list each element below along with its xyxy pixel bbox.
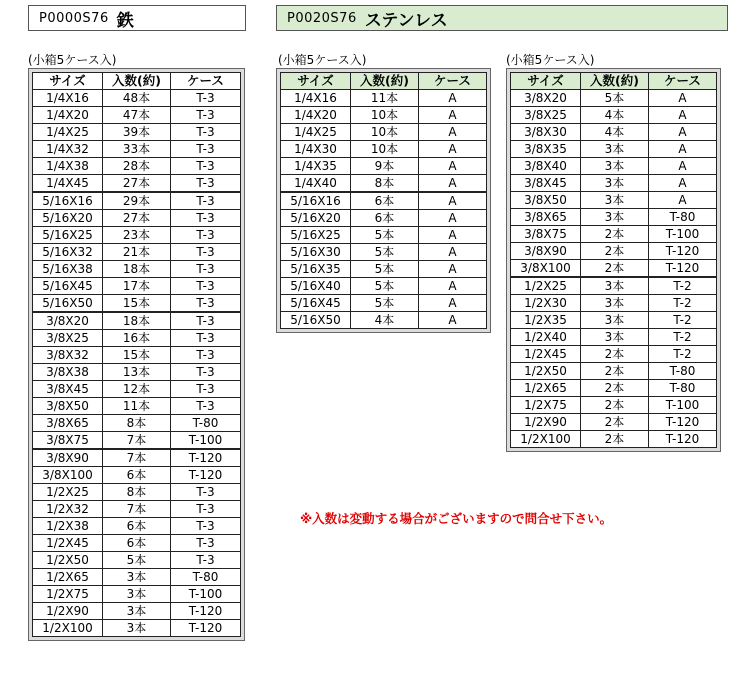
col-header-size: サイズ [511, 73, 581, 90]
table-row [33, 158, 241, 175]
stainless-size-table-1 [280, 72, 487, 329]
size-cell: 3/8X50 [511, 192, 581, 209]
size-cell: 1/2X100 [511, 431, 581, 448]
size-cell: 5/16X45 [281, 295, 351, 312]
case-cell: T-3 [171, 244, 241, 261]
quantity-cell: 4本 [581, 107, 649, 124]
case-cell: A [419, 295, 487, 312]
col-header-case: ケース [171, 73, 241, 90]
table-row [33, 432, 241, 450]
quantity-cell: 27本 [103, 210, 171, 227]
stainless-material-label: ステンレス [364, 10, 448, 31]
quantity-cell: 5本 [351, 227, 419, 244]
table-row [33, 364, 241, 381]
case-cell: A [419, 210, 487, 227]
quantity-cell: 3本 [103, 603, 171, 620]
stainless-table2-body [511, 90, 717, 448]
stainless-product-code: P0020S76 [287, 10, 357, 26]
quantity-cell: 5本 [351, 244, 419, 261]
quantity-cell: 11本 [351, 90, 419, 107]
size-cell: 1/2X35 [511, 312, 581, 329]
case-cell: T-3 [171, 227, 241, 244]
case-cell: T-80 [649, 209, 717, 226]
case-cell: T-2 [649, 346, 717, 363]
table-row [33, 278, 241, 295]
table-row [33, 210, 241, 227]
size-cell: 1/2X40 [511, 329, 581, 346]
table-row [511, 329, 717, 346]
size-cell: 3/8X20 [33, 312, 103, 330]
case-cell: A [419, 192, 487, 210]
quantity-cell: 2本 [581, 414, 649, 431]
table-row [33, 261, 241, 278]
size-cell: 1/2X45 [33, 535, 103, 552]
case-cell: T-100 [171, 432, 241, 450]
quantity-cell: 13本 [103, 364, 171, 381]
case-cell: A [419, 261, 487, 278]
size-cell: 5/16X38 [33, 261, 103, 278]
size-cell: 5/16X20 [33, 210, 103, 227]
table-row [511, 260, 717, 278]
case-cell: T-3 [171, 107, 241, 124]
table-row [281, 210, 487, 227]
case-cell: T-3 [171, 141, 241, 158]
table-row [33, 603, 241, 620]
case-cell: A [419, 141, 487, 158]
size-cell: 5/16X50 [33, 295, 103, 313]
table-row [281, 227, 487, 244]
table-row [33, 90, 241, 107]
col-header-quantity: 入数(約) [581, 73, 649, 90]
case-cell: T-2 [649, 295, 717, 312]
table-row [511, 90, 717, 107]
quantity-cell: 5本 [103, 552, 171, 569]
size-cell: 1/2X65 [33, 569, 103, 586]
table-row [281, 175, 487, 193]
case-cell: T-3 [171, 381, 241, 398]
table-row [33, 586, 241, 603]
case-cell: A [649, 90, 717, 107]
size-cell: 1/2X50 [33, 552, 103, 569]
case-cell: A [419, 227, 487, 244]
table-row [281, 141, 487, 158]
table-row [281, 158, 487, 175]
size-cell: 1/2X25 [511, 277, 581, 295]
quantity-cell: 15本 [103, 347, 171, 364]
size-cell: 1/4X25 [33, 124, 103, 141]
col-header-quantity: 入数(約) [103, 73, 171, 90]
case-cell: A [649, 107, 717, 124]
table-row [511, 295, 717, 312]
size-cell: 1/4X25 [281, 124, 351, 141]
size-cell: 5/16X20 [281, 210, 351, 227]
table-row [33, 141, 241, 158]
table-row [511, 312, 717, 329]
table-row [511, 141, 717, 158]
case-cell: A [649, 192, 717, 209]
stainless-table1-body [281, 90, 487, 329]
table-row [33, 192, 241, 210]
case-cell: T-3 [171, 501, 241, 518]
table-row [281, 278, 487, 295]
size-cell: 1/2X32 [33, 501, 103, 518]
quantity-cell: 5本 [351, 295, 419, 312]
col-header-size: サイズ [33, 73, 103, 90]
size-cell: 1/4X16 [281, 90, 351, 107]
size-cell: 3/8X35 [511, 141, 581, 158]
size-cell: 1/2X75 [511, 397, 581, 414]
case-cell: T-80 [171, 569, 241, 586]
case-cell: T-120 [649, 243, 717, 260]
quantity-cell: 2本 [581, 380, 649, 397]
case-cell: T-3 [171, 552, 241, 569]
steel-size-table [32, 72, 241, 637]
col-header-case: ケース [649, 73, 717, 90]
table-row [511, 243, 717, 260]
stainless-table2-frame [506, 68, 721, 452]
size-cell: 3/8X32 [33, 347, 103, 364]
quantity-cell: 17本 [103, 278, 171, 295]
table-row [511, 226, 717, 243]
table-row [33, 552, 241, 569]
steel-table-body [33, 90, 241, 637]
quantity-cell: 28本 [103, 158, 171, 175]
quantity-cell: 3本 [581, 329, 649, 346]
quantity-cell: 29本 [103, 192, 171, 210]
case-cell: T-120 [649, 260, 717, 278]
size-cell: 3/8X65 [33, 415, 103, 432]
size-cell: 1/2X50 [511, 363, 581, 380]
table-row [281, 107, 487, 124]
table-row [281, 312, 487, 329]
case-cell: T-80 [171, 415, 241, 432]
size-cell: 3/8X38 [33, 364, 103, 381]
steel-material-label: 鉄 [116, 10, 134, 31]
quantity-cell: 15本 [103, 295, 171, 313]
quantity-cell: 2本 [581, 363, 649, 380]
case-cell: T-80 [649, 380, 717, 397]
table-row [33, 449, 241, 467]
table-row [33, 535, 241, 552]
case-cell: T-3 [171, 158, 241, 175]
table-row [33, 518, 241, 535]
col-header-size: サイズ [281, 73, 351, 90]
table-row [281, 295, 487, 312]
size-cell: 3/8X30 [511, 124, 581, 141]
size-cell: 1/2X45 [511, 346, 581, 363]
quantity-cell: 6本 [103, 467, 171, 484]
table-row [511, 192, 717, 209]
size-cell: 3/8X45 [511, 175, 581, 192]
size-cell: 1/4X16 [33, 90, 103, 107]
size-cell: 1/4X20 [33, 107, 103, 124]
case-cell: T-3 [171, 347, 241, 364]
size-cell: 5/16X32 [33, 244, 103, 261]
quantity-cell: 21本 [103, 244, 171, 261]
quantity-cell: 47本 [103, 107, 171, 124]
col-header-case: ケース [419, 73, 487, 90]
table-row [511, 277, 717, 295]
quantity-cell: 8本 [103, 484, 171, 501]
table-row [511, 107, 717, 124]
case-cell: A [649, 124, 717, 141]
steel-table-frame [28, 68, 245, 641]
case-cell: T-100 [171, 586, 241, 603]
quantity-cell: 4本 [581, 124, 649, 141]
table-row [281, 90, 487, 107]
size-cell: 5/16X25 [33, 227, 103, 244]
size-cell: 3/8X25 [33, 330, 103, 347]
quantity-cell: 23本 [103, 227, 171, 244]
case-cell: T-3 [171, 398, 241, 415]
case-cell: T-3 [171, 518, 241, 535]
table-row [33, 569, 241, 586]
quantity-cell: 11本 [103, 398, 171, 415]
quantity-cell: 2本 [581, 397, 649, 414]
case-cell: A [649, 175, 717, 192]
size-cell: 3/8X100 [33, 467, 103, 484]
case-cell: A [419, 244, 487, 261]
table-row [33, 415, 241, 432]
case-cell: T-100 [649, 397, 717, 414]
table-row [33, 244, 241, 261]
table-row [511, 124, 717, 141]
stainless-size-table-2 [510, 72, 717, 448]
case-cell: T-3 [171, 364, 241, 381]
table-header-row [281, 73, 487, 90]
quantity-cell: 7本 [103, 449, 171, 467]
size-cell: 3/8X65 [511, 209, 581, 226]
table-row [281, 244, 487, 261]
case-cell: A [419, 158, 487, 175]
case-cell: T-120 [649, 431, 717, 448]
table-row [33, 175, 241, 193]
table-row [33, 467, 241, 484]
quantity-cell: 3本 [581, 158, 649, 175]
quantity-cell: 3本 [581, 312, 649, 329]
table-row [511, 346, 717, 363]
size-cell: 5/16X45 [33, 278, 103, 295]
size-cell: 1/2X65 [511, 380, 581, 397]
quantity-cell: 2本 [581, 260, 649, 278]
quantity-cell: 3本 [581, 175, 649, 192]
case-cell: T-3 [171, 535, 241, 552]
case-cell: A [419, 278, 487, 295]
table-row [33, 312, 241, 330]
size-cell: 1/4X30 [281, 141, 351, 158]
case-cell: T-3 [171, 90, 241, 107]
case-cell: T-3 [171, 124, 241, 141]
case-cell: T-3 [171, 175, 241, 193]
case-cell: A [649, 158, 717, 175]
case-cell: A [419, 107, 487, 124]
case-cell: T-3 [171, 330, 241, 347]
table-row [33, 227, 241, 244]
size-cell: 1/4X40 [281, 175, 351, 193]
size-cell: 3/8X75 [511, 226, 581, 243]
table-row [33, 381, 241, 398]
quantity-cell: 10本 [351, 124, 419, 141]
col-header-quantity: 入数(約) [351, 73, 419, 90]
size-cell: 5/16X35 [281, 261, 351, 278]
quantity-cell: 3本 [103, 569, 171, 586]
size-cell: 3/8X40 [511, 158, 581, 175]
quantity-cell: 7本 [103, 432, 171, 450]
table-row [511, 414, 717, 431]
quantity-cell: 39本 [103, 124, 171, 141]
case-cell: T-3 [171, 210, 241, 227]
quantity-cell: 2本 [581, 346, 649, 363]
case-cell: A [419, 312, 487, 329]
size-cell: 5/16X25 [281, 227, 351, 244]
table-row [33, 484, 241, 501]
table-header-row [33, 73, 241, 90]
case-cell: T-120 [171, 467, 241, 484]
size-cell: 1/2X90 [33, 603, 103, 620]
size-cell: 3/8X45 [33, 381, 103, 398]
case-cell: T-100 [649, 226, 717, 243]
size-cell: 1/4X32 [33, 141, 103, 158]
table-row [511, 209, 717, 226]
case-cell: T-3 [171, 295, 241, 313]
size-cell: 5/16X40 [281, 278, 351, 295]
table-row [281, 192, 487, 210]
size-cell: 3/8X90 [511, 243, 581, 260]
case-cell: T-80 [649, 363, 717, 380]
case-cell: T-3 [171, 261, 241, 278]
size-cell: 1/4X38 [33, 158, 103, 175]
quantity-cell: 12本 [103, 381, 171, 398]
stainless-table1-caption: (小箱5ケース入) [278, 53, 367, 67]
quantity-cell: 9本 [351, 158, 419, 175]
table-row [281, 124, 487, 141]
quantity-cell: 16本 [103, 330, 171, 347]
size-cell: 1/4X45 [33, 175, 103, 193]
table-row [33, 124, 241, 141]
stainless-table2-caption: (小箱5ケース入) [506, 53, 595, 67]
quantity-cell: 5本 [581, 90, 649, 107]
quantity-cell: 2本 [581, 243, 649, 260]
case-cell: T-3 [171, 312, 241, 330]
quantity-cell: 27本 [103, 175, 171, 193]
table-row [33, 620, 241, 637]
quantity-notice: ※入数は変動する場合がございますので問合せ下さい。 [300, 511, 613, 526]
size-cell: 1/2X100 [33, 620, 103, 637]
case-cell: A [649, 141, 717, 158]
table-row [33, 107, 241, 124]
quantity-cell: 8本 [103, 415, 171, 432]
size-cell: 1/2X90 [511, 414, 581, 431]
case-cell: T-120 [649, 414, 717, 431]
quantity-cell: 3本 [103, 586, 171, 603]
table-row [33, 330, 241, 347]
steel-product-code: P0000S76 [39, 10, 109, 26]
table-header-row [511, 73, 717, 90]
size-cell: 5/16X16 [33, 192, 103, 210]
quantity-cell: 48本 [103, 90, 171, 107]
quantity-cell: 33本 [103, 141, 171, 158]
size-cell: 1/2X38 [33, 518, 103, 535]
table-row [33, 398, 241, 415]
size-cell: 1/4X20 [281, 107, 351, 124]
quantity-cell: 10本 [351, 107, 419, 124]
table-row [33, 501, 241, 518]
quantity-cell: 5本 [351, 278, 419, 295]
case-cell: T-3 [171, 484, 241, 501]
quantity-cell: 6本 [103, 535, 171, 552]
quantity-cell: 6本 [351, 210, 419, 227]
quantity-cell: 5本 [351, 261, 419, 278]
table-row [33, 295, 241, 313]
size-cell: 1/2X25 [33, 484, 103, 501]
stainless-table1-frame [276, 68, 491, 333]
case-cell: T-2 [649, 277, 717, 295]
stainless-title-box [276, 5, 728, 31]
quantity-cell: 3本 [581, 295, 649, 312]
table-row [511, 397, 717, 414]
size-cell: 5/16X50 [281, 312, 351, 329]
table-row [281, 261, 487, 278]
case-cell: A [419, 124, 487, 141]
quantity-cell: 7本 [103, 501, 171, 518]
quantity-cell: 8本 [351, 175, 419, 193]
case-cell: T-120 [171, 620, 241, 637]
size-cell: 1/4X35 [281, 158, 351, 175]
quantity-cell: 3本 [103, 620, 171, 637]
case-cell: T-3 [171, 192, 241, 210]
quantity-cell: 6本 [351, 192, 419, 210]
size-cell: 3/8X20 [511, 90, 581, 107]
table-row [511, 175, 717, 192]
steel-title-box [28, 5, 246, 31]
size-cell: 1/2X30 [511, 295, 581, 312]
steel-table-caption: (小箱5ケース入) [28, 53, 117, 67]
quantity-cell: 18本 [103, 312, 171, 330]
case-cell: T-2 [649, 329, 717, 346]
case-cell: T-120 [171, 603, 241, 620]
table-row [511, 363, 717, 380]
quantity-cell: 2本 [581, 431, 649, 448]
size-cell: 3/8X75 [33, 432, 103, 450]
case-cell: A [419, 175, 487, 193]
quantity-cell: 3本 [581, 277, 649, 295]
quantity-cell: 3本 [581, 141, 649, 158]
case-cell: T-120 [171, 449, 241, 467]
size-cell: 1/2X75 [33, 586, 103, 603]
quantity-cell: 6本 [103, 518, 171, 535]
size-cell: 3/8X25 [511, 107, 581, 124]
size-cell: 3/8X90 [33, 449, 103, 467]
case-cell: T-2 [649, 312, 717, 329]
quantity-cell: 10本 [351, 141, 419, 158]
table-row [33, 347, 241, 364]
quantity-cell: 3本 [581, 192, 649, 209]
case-cell: T-3 [171, 278, 241, 295]
size-cell: 3/8X50 [33, 398, 103, 415]
quantity-cell: 2本 [581, 226, 649, 243]
size-cell: 5/16X30 [281, 244, 351, 261]
table-row [511, 380, 717, 397]
table-row [511, 431, 717, 448]
quantity-cell: 18本 [103, 261, 171, 278]
quantity-cell: 3本 [581, 209, 649, 226]
quantity-cell: 4本 [351, 312, 419, 329]
size-cell: 3/8X100 [511, 260, 581, 278]
case-cell: A [419, 90, 487, 107]
table-row [511, 158, 717, 175]
size-cell: 5/16X16 [281, 192, 351, 210]
